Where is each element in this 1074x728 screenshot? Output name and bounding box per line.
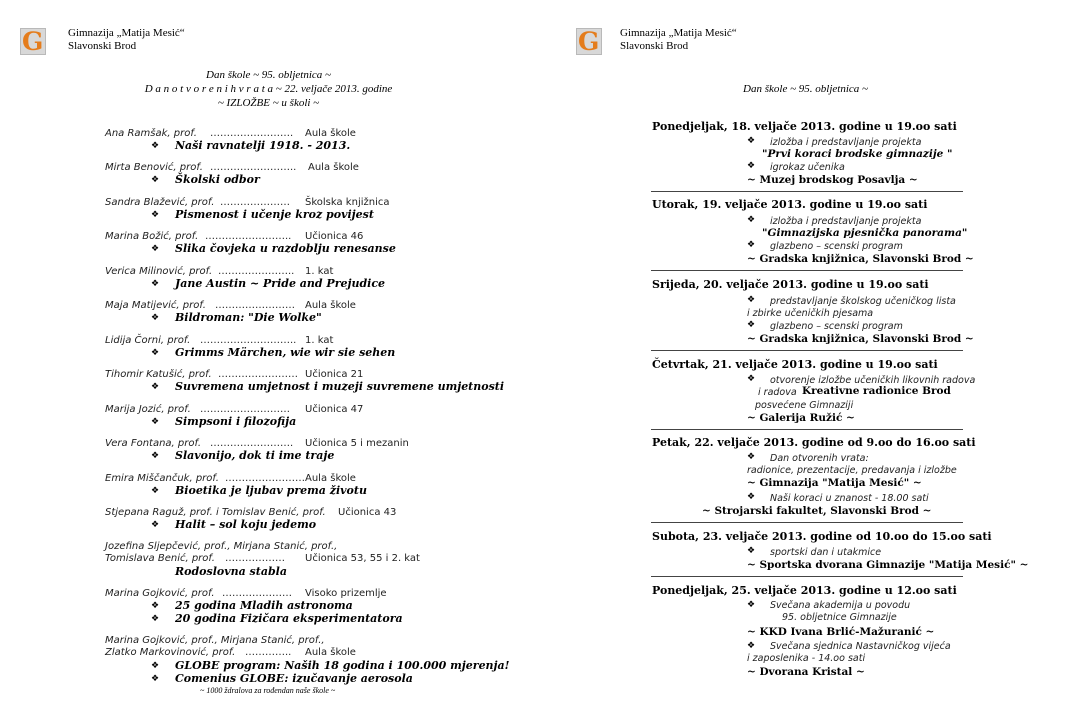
divider: [651, 522, 963, 523]
venue: ~ Muzej brodskog Posavlja ~: [747, 174, 918, 186]
diamond-bullet-icon: ❖: [747, 492, 756, 502]
leader-dots: ……………………: [215, 300, 295, 311]
diamond-bullet-icon: ❖: [151, 417, 160, 427]
diamond-bullet-icon: ❖: [151, 348, 160, 358]
event-line: 95. obljetnice Gimnazije: [782, 612, 897, 623]
diamond-bullet-icon: ❖: [151, 244, 160, 254]
divider: [651, 270, 963, 271]
presenter-name: Vera Fontana, prof.: [105, 438, 202, 449]
school-header: [68, 27, 185, 53]
venue: ~ Strojarski fakultet, Slavonski Brod ~: [702, 505, 932, 517]
event-line: izložba i predstavljanje projekta: [770, 137, 922, 148]
presenter-name: Tihomir Katušić, prof.: [105, 369, 212, 380]
exhibit-title: Bioetika je ljubav prema životu: [175, 484, 367, 497]
exhibit-location: Aula škole: [305, 473, 356, 484]
leader-dots: …………………..: [218, 266, 295, 277]
exhibit-title: 20 godina Fizičara eksperimentatora: [175, 612, 403, 625]
diamond-bullet-icon: ❖: [151, 382, 160, 392]
diamond-bullet-icon: ❖: [151, 175, 160, 185]
leader-dots: …………………: [222, 588, 292, 599]
diamond-bullet-icon: ❖: [747, 374, 756, 384]
exhibit-title: Bildroman: "Die Wolke": [175, 311, 322, 324]
event-line: posvećene Gimnaziji: [755, 400, 854, 411]
event-line: otvorenje izložbe učeničkih likovnih radova: [770, 375, 976, 386]
venue: ~ Gradska knjižnica, Slavonski Brod ~: [747, 333, 974, 345]
exhibit-location: Aula škole: [308, 162, 359, 173]
day-heading: Srijeda, 20. veljače 2013. godine u 19.oo sati: [652, 278, 929, 291]
event-line: i zbirke učeničkih pjesama: [747, 308, 874, 319]
presenter-name: Jozefina Sljepčević, prof., Mirjana Stanić, prof.,: [105, 541, 338, 552]
logo-letter: G: [578, 27, 600, 56]
exhibit-location: Aula škole: [305, 128, 356, 139]
exhibit-title: Suvremena umjetnost i muzeji suvremene umjetnosti: [175, 380, 505, 393]
leader-dots: ……………………: [225, 473, 305, 484]
diamond-bullet-icon: ❖: [747, 240, 756, 250]
exhibit-title: Halit – sol koju jedemo: [175, 518, 317, 531]
diamond-bullet-icon: ❖: [747, 641, 756, 651]
exhibit-title: Pismenost i učenje kroz povijest: [175, 208, 374, 221]
leader-dots: ……………………..: [210, 162, 297, 173]
event-line: glazbeno – scenski program: [770, 241, 903, 252]
leader-dots: ………………………..: [200, 335, 297, 346]
exhibit-location: Učionica 47: [305, 404, 364, 415]
diamond-bullet-icon: ❖: [151, 601, 160, 611]
event-line: glazbeno – scenski program: [770, 321, 903, 332]
exhibit-title: Comenius GLOBE: izučavanje aerosola: [175, 672, 413, 685]
event-line: i zaposlenika - 14.oo sati: [747, 653, 866, 664]
exhibit-title: GLOBE program: Naših 18 godina i 100.000 mjerenja!: [175, 659, 510, 672]
exhibit-location: Učionica 5 i mezanin: [305, 438, 409, 449]
leader-dots: …………………….: [210, 128, 294, 139]
diamond-bullet-icon: ❖: [747, 600, 756, 610]
day-heading: Utorak, 19. veljače 2013. godine u 19.oo sati: [652, 198, 928, 211]
project-title: "Gimnazijska pjesnička panorama": [762, 227, 968, 239]
exhibit-location: 1. kat: [305, 335, 334, 346]
diamond-bullet-icon: ❖: [151, 141, 160, 151]
event-line: Svečana akademija u povodu: [770, 600, 911, 611]
schedule-title: Dan škole ~ 95. obljetnica ~: [743, 83, 868, 95]
exhibit-location: Učionica 53, 55 i 2. kat: [305, 553, 420, 564]
exhibit-location: Učionica 43: [338, 507, 397, 518]
event-line: Svečana sjednica Nastavničkog vijeća: [770, 641, 951, 652]
exhibit-location: Školska knjižnica: [305, 197, 390, 208]
event-line: Naši koraci u znanost - 18.00 sati: [770, 493, 929, 504]
divider: [651, 191, 963, 192]
leader-dots: ……………………: [218, 369, 298, 380]
venue: ~ Galerija Ružić ~: [747, 412, 855, 424]
exhibit-title: Jane Austin ~ Pride and Prejudice: [175, 277, 386, 290]
diamond-bullet-icon: ❖: [151, 486, 160, 496]
diamond-bullet-icon: ❖: [747, 546, 756, 556]
leader-dots: ………………: [225, 553, 285, 564]
footnote: ~ 1000 ždralova za rođendan naše škole ~: [200, 686, 336, 695]
diamond-bullet-icon: ❖: [747, 452, 756, 462]
diamond-bullet-icon: ❖: [747, 136, 756, 146]
exhibit-title: Školski odbor: [175, 173, 260, 186]
day-heading: Petak, 22. veljače 2013. godine od 9.oo do 16.oo sati: [652, 436, 976, 449]
diamond-bullet-icon: ❖: [151, 313, 160, 323]
exhibit-title: Grimms Märchen, wie wir sie sehen: [175, 346, 396, 359]
day-heading: Ponedjeljak, 25. veljače 2013. godine u 12.oo sati: [652, 584, 957, 597]
diamond-bullet-icon: ❖: [151, 661, 160, 671]
exhibit-location: 1. kat: [305, 266, 334, 277]
school-logo-icon: [576, 28, 602, 55]
exhibit-location: Aula škole: [305, 647, 356, 658]
venue: ~ Gradska knjižnica, Slavonski Brod ~: [747, 253, 974, 265]
title-line-1: Dan škole ~ 95. obljetnica ~: [206, 69, 331, 81]
project-title: Kreativne radionice Brod: [802, 385, 951, 397]
event-line: sportski dan i utakmice: [770, 547, 882, 558]
title-line-3: ~ IZLOŽBE ~ u školi ~: [217, 97, 320, 109]
presenter-name-cont: Zlatko Markovinović, prof.: [105, 647, 236, 658]
diamond-bullet-icon: ❖: [747, 161, 756, 171]
presenter-name: Stjepana Raguž, prof. i Tomislav Benić, prof.: [105, 507, 326, 518]
school-logo-icon: [20, 28, 46, 55]
presenter-name: Mirta Benović, prof.: [105, 162, 203, 173]
exhibit-title: Rodoslovna stabla: [175, 565, 287, 578]
leader-dots: …………………….: [210, 438, 294, 449]
day-heading: Četvrtak, 21. veljače 2013. godine u 19.oo sati: [652, 358, 938, 371]
leader-dots: ………………………: [200, 404, 290, 415]
school-header: [620, 27, 737, 53]
leader-dots: ……………………..: [205, 231, 292, 242]
exhibit-location: Aula škole: [305, 300, 356, 311]
title-line-2: D a n o t v o r e n i h v r a t a ~ 22. veljače 2013. godine: [144, 83, 393, 95]
presenter-name: Emira Miščančuk, prof.: [105, 473, 219, 484]
event-line: predstavljanje školskog učeničkog lista: [770, 296, 956, 307]
diamond-bullet-icon: ❖: [747, 215, 756, 225]
exhibit-title: Naši ravnatelji 1918. - 2013.: [175, 139, 351, 152]
venue: ~ KKD Ivana Brlić-Mažuranić ~: [747, 626, 935, 638]
presenter-name: Ana Ramšak, prof.: [105, 128, 197, 139]
diamond-bullet-icon: ❖: [151, 279, 160, 289]
exhibit-location: Učionica 21: [305, 369, 364, 380]
venue: ~ Gimnazija "Matija Mesić" ~: [747, 477, 922, 489]
venue: ~ Dvorana Kristal ~: [747, 666, 865, 678]
presenter-name: Marina Gojković, prof., Mirjana Stanić, prof.,: [105, 635, 325, 646]
divider: [651, 429, 963, 430]
presenter-name: Sandra Blažević, prof.: [105, 197, 215, 208]
presenter-name: Marina Gojković, prof.: [105, 588, 215, 599]
right-page: [537, 0, 1074, 728]
leader-dots: …………………: [220, 197, 290, 208]
exhibit-title: Slika čovjeka u razdoblju renesanse: [175, 242, 396, 255]
school-city: Slavonski Brod: [68, 40, 137, 52]
presenter-name: Marina Božić, prof.: [105, 231, 199, 242]
venue: ~ Sportska dvorana Gimnazije "Matija Mesić" ~: [747, 559, 1029, 571]
exhibit-location: Visoko prizemlje: [305, 588, 387, 599]
presenter-name: Lidija Čorni, prof.: [105, 335, 191, 346]
project-title: "Prvi koraci brodske gimnazije ": [762, 148, 953, 160]
day-heading: Ponedjeljak, 18. veljače 2013. godine u 19.oo sati: [652, 120, 957, 133]
presenter-name-cont: Tomislava Benić, prof.: [105, 553, 215, 564]
presenter-name: Maja Matijević, prof.: [105, 300, 206, 311]
event-line: izložba i predstavljanje projekta: [770, 216, 922, 227]
event-line: radionice, prezentacije, predavanja i izložbe: [747, 465, 957, 476]
day-heading: Subota, 23. veljače 2013. godine od 10.oo do 15.oo sati: [652, 530, 992, 543]
logo-letter: G: [22, 27, 44, 56]
divider: [651, 576, 963, 577]
event-line: i radova: [758, 387, 797, 398]
event-line: igrokaz učenika: [770, 162, 845, 173]
exhibit-title: Slavonijo, dok ti ime traje: [175, 449, 335, 462]
diamond-bullet-icon: ❖: [151, 520, 160, 530]
school-name: Gimnazija „Matija Mesić“: [620, 27, 737, 39]
school-name: Gimnazija „Matija Mesić“: [68, 27, 185, 39]
diamond-bullet-icon: ❖: [151, 210, 160, 220]
diamond-bullet-icon: ❖: [747, 295, 756, 305]
event-line: Dan otvorenih vrata:: [770, 453, 869, 464]
diamond-bullet-icon: ❖: [151, 614, 160, 624]
diamond-bullet-icon: ❖: [747, 320, 756, 330]
presenter-name: Marija Jozić, prof.: [105, 404, 191, 415]
school-city: Slavonski Brod: [620, 40, 689, 52]
presenter-name: Verica Milinović, prof.: [105, 266, 213, 277]
leader-dots: …………..: [245, 647, 292, 658]
exhibit-title: Simpsoni i filozofija: [175, 415, 297, 428]
diamond-bullet-icon: ❖: [151, 451, 160, 461]
diamond-bullet-icon: ❖: [151, 674, 160, 684]
divider: [651, 350, 963, 351]
exhibit-location: Učionica 46: [305, 231, 364, 242]
exhibit-title: 25 godina Mladih astronoma: [175, 599, 353, 612]
